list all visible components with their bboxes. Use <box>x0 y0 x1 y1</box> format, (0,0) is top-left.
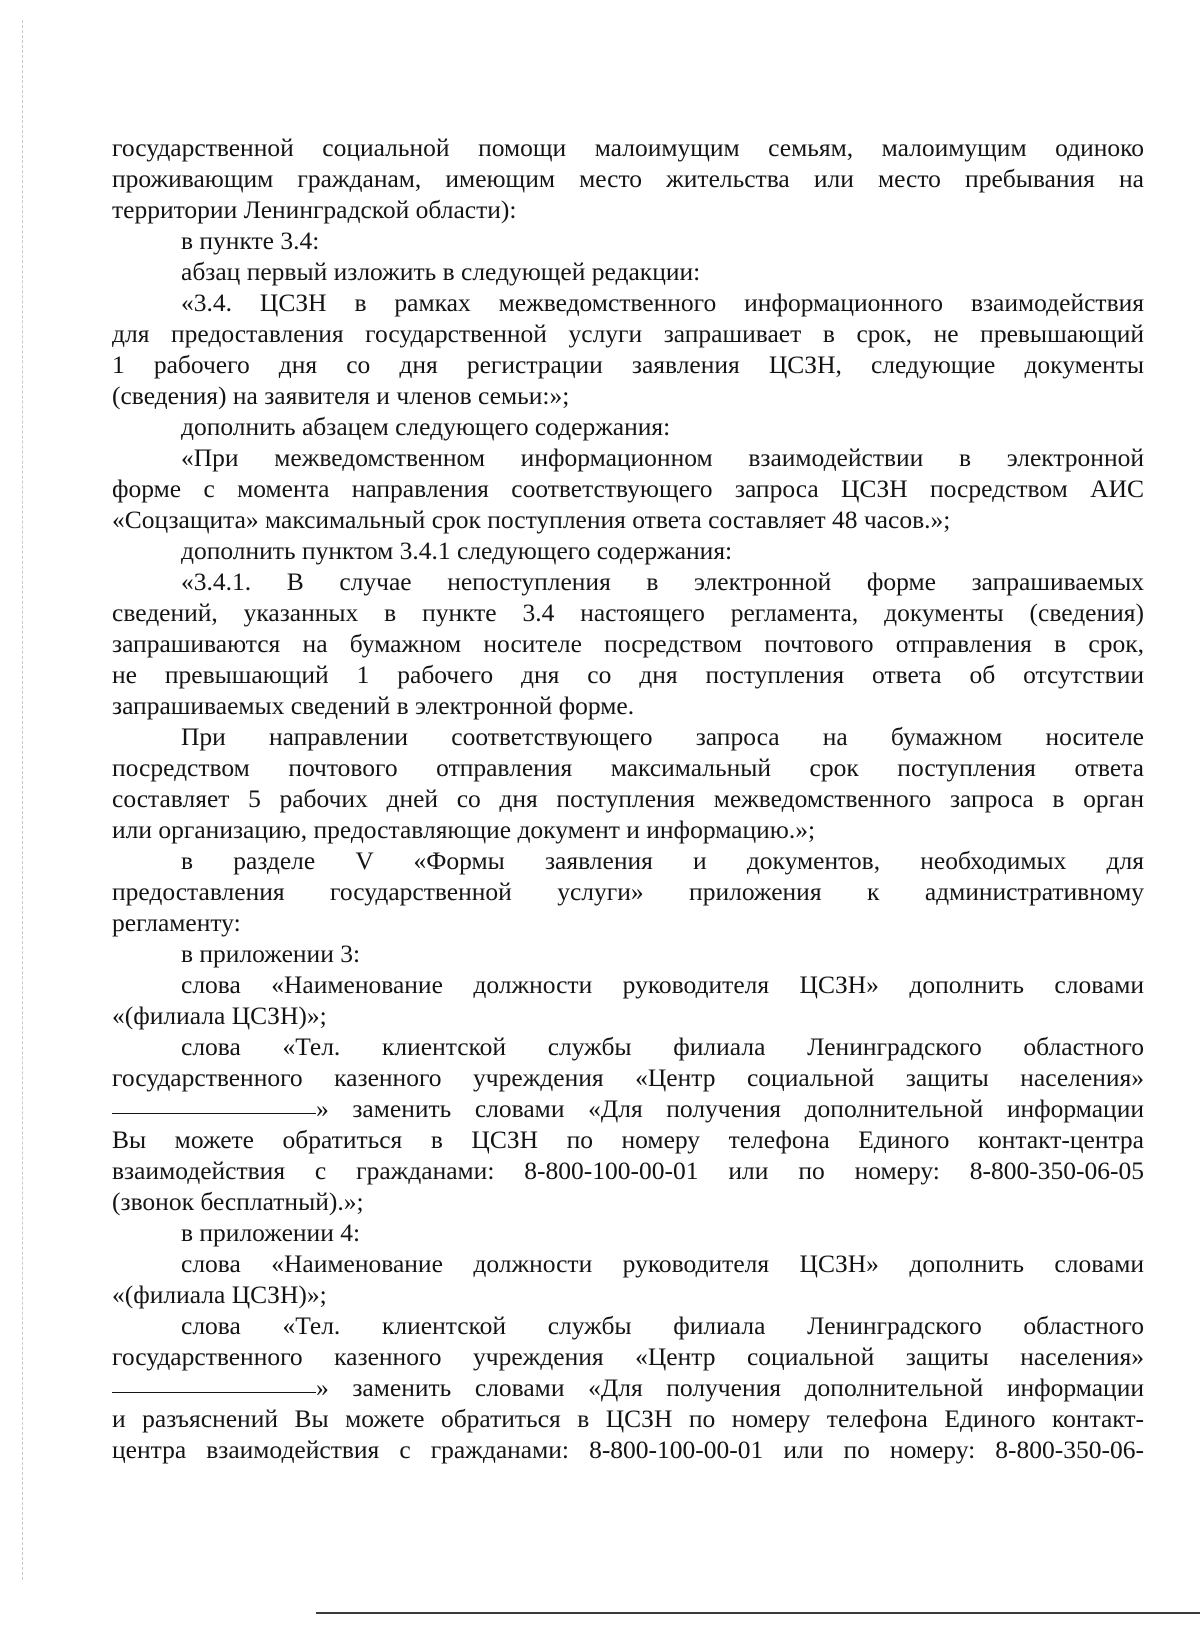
text-line: «(филиала ЦСЗН)»; <box>112 1001 327 1030</box>
text-line: форме с момента направления соответствующего запроса ЦСЗН посредством АИС <box>112 474 1144 503</box>
text-line: абзац первый изложить в следующей редакции: <box>181 257 701 286</box>
text-line: При направлении соответствующего запроса на бумажном носителе <box>181 722 1144 751</box>
bottom-rule <box>316 1612 1200 1614</box>
text-line: взаимодействия с гражданами: 8-800-100-00-01 или по номеру: 8-800-350-06-05 <box>112 1156 1144 1185</box>
scan-edge-line <box>22 20 23 1580</box>
text-line: государственного казенного учреждения «Центр социальной защиты населения» <box>112 1063 1144 1092</box>
text-line: в разделе V «Формы заявления и документов, необходимых для <box>181 846 1144 875</box>
blank-underline <box>112 1093 316 1114</box>
text-line: государственного казенного учреждения «Центр социальной защиты населения» <box>112 1342 1144 1371</box>
text-line: в приложении 4: <box>181 1218 361 1247</box>
text-line: слова «Тел. клиентской службы филиала Ленинградского областного <box>181 1311 1144 1340</box>
text-line: посредством почтового отправления максимальный срок поступления ответа <box>112 753 1144 782</box>
text-line: и разъяснений Вы можете обратиться в ЦСЗН по номеру телефона Единого контакт- <box>112 1404 1144 1433</box>
text-line: (звонок бесплатный).»; <box>112 1187 364 1216</box>
text-line-tail: » заменить словами «Для получения дополнительной информации <box>316 1094 1144 1123</box>
text-line: запрашиваются на бумажном носителе посредством почтового отправления в срок, <box>112 629 1144 658</box>
text-line: «(филиала ЦСЗН)»; <box>112 1280 327 1309</box>
text-line: запрашиваемых сведений в электронной форме. <box>112 691 635 720</box>
text-line: или организацию, предоставляющие документ и информацию.»; <box>112 815 816 844</box>
text-line: 1 рабочего дня со дня регистрации заявления ЦСЗН, следующие документы <box>112 350 1144 379</box>
text-line: «3.4.1. В случае непоступления в электронной форме запрашиваемых <box>181 567 1144 596</box>
text-line: не превышающий 1 рабочего дня со дня поступления ответа об отсутствии <box>112 660 1144 689</box>
text-line: составляет 5 рабочих дней со дня поступления межведомственного запроса в орган <box>112 784 1144 813</box>
text-line: регламенту: <box>112 908 241 937</box>
text-line: для предоставления государственной услуги запрашивает в срок, не превышающий <box>112 319 1144 348</box>
text-line: «Соцзащита» максимальный срок поступления ответа составляет 48 часов.»; <box>112 505 951 534</box>
text-line: «При межведомственном информационном взаимодействии в электронной <box>181 443 1144 472</box>
text-line: (сведения) на заявителя и членов семьи:»; <box>112 381 570 410</box>
text-line: проживающим гражданам, имеющим место жительства или место пребывания на <box>112 164 1144 193</box>
text-line: территории Ленинградской области): <box>112 195 517 224</box>
text-line: Вы можете обратиться в ЦСЗН по номеру телефона Единого контакт-центра <box>112 1125 1144 1154</box>
document-body <box>112 132 1144 1465</box>
blank-underline <box>112 1372 316 1393</box>
text-line-tail: » заменить словами «Для получения дополнительной информации <box>316 1373 1144 1402</box>
text-line <box>112 1372 1144 1403</box>
text-line: государственной социальной помощи малоимущим семьям, малоимущим одиноко <box>112 133 1144 162</box>
text-line: центра взаимодействия с гражданами: 8-800-100-00-01 или по номеру: 8-800-350-06- <box>112 1435 1144 1464</box>
text-line: в пункте 3.4: <box>181 226 320 255</box>
text-line: слова «Наименование должности руководителя ЦСЗН» дополнить словами <box>181 970 1144 999</box>
text-line: дополнить пунктом 3.4.1 следующего содержания: <box>181 536 733 565</box>
text-line: слова «Тел. клиентской службы филиала Ленинградского областного <box>181 1032 1144 1061</box>
text-line: слова «Наименование должности руководителя ЦСЗН» дополнить словами <box>181 1249 1144 1278</box>
text-line <box>112 1093 1144 1124</box>
text-line: в приложении 3: <box>181 939 361 968</box>
text-line: предоставления государственной услуги» приложения к административному <box>112 877 1144 906</box>
text-line: дополнить абзацем следующего содержания: <box>181 412 671 441</box>
text-line: сведений, указанных в пункте 3.4 настоящего регламента, документы (сведения) <box>112 598 1144 627</box>
text-line: «3.4. ЦСЗН в рамках межведомственного информационного взаимодействия <box>181 288 1144 317</box>
